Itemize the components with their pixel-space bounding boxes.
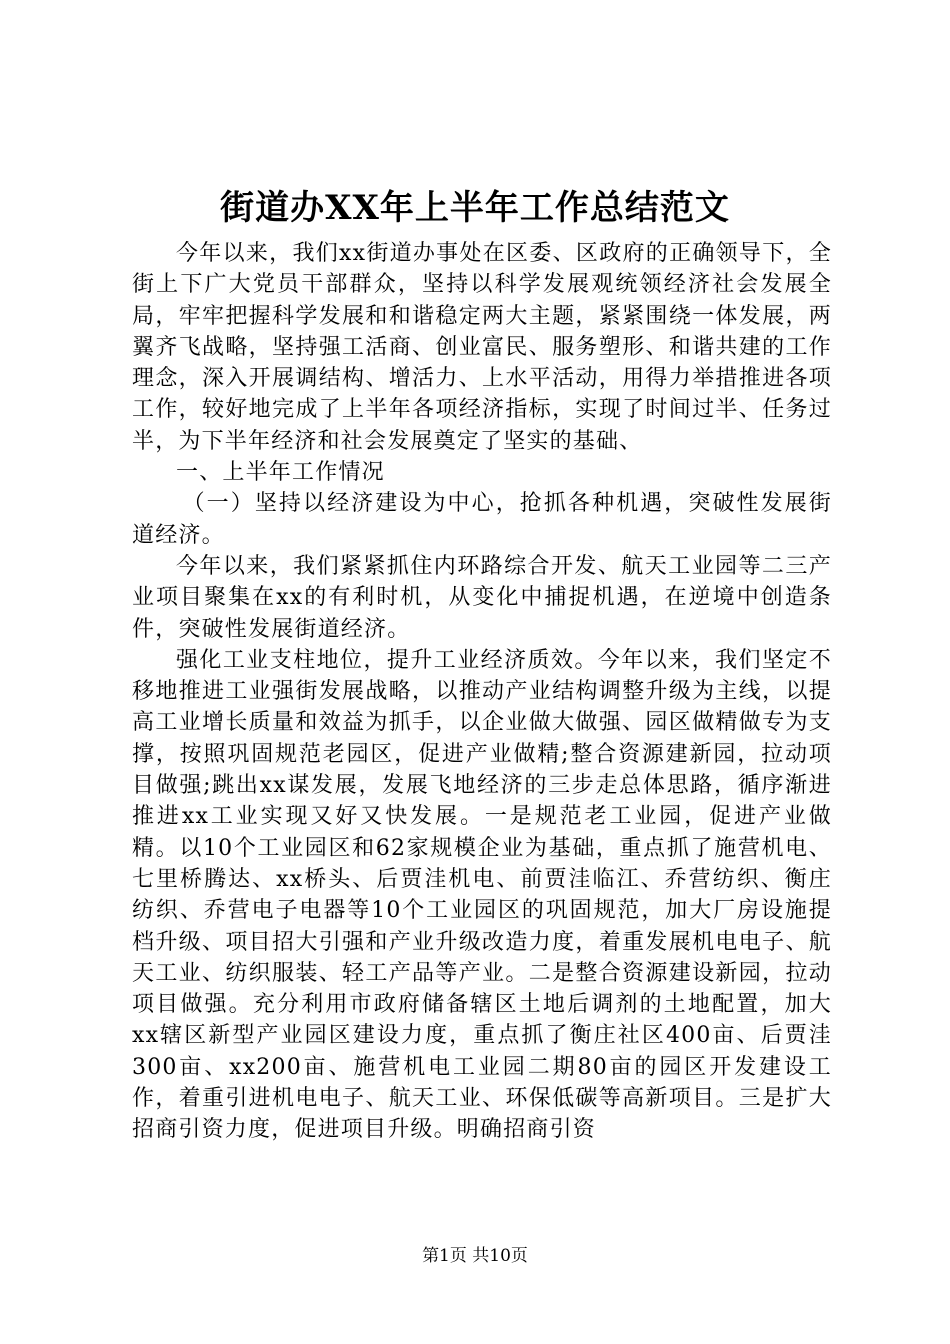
page-footer: 第1页 共10页 [422, 1246, 528, 1266]
section-heading: 一、上半年工作情况 [176, 460, 385, 486]
document-body [132, 238, 832, 1146]
paragraph-intro: 今年以来，我们xx街道办事处在区委、区政府的正确领导下，全街上下广大党员干部群众，坚持以科学发展观统领经济社会发展全局，牢牢把握科学发展和和谐稳定两大主题，紧紧围绕一体发展，两翼齐飞战略，坚持强工活商、创业富民、服务塑形、和谐共建的工作理念，深入开展调结构、增活力、上水平活动，用得力举措推进各项工作，较好地完成了上半年各项经济指标，实现了时间过半、任务过半，为下半年经济和社会发展奠定了坚实的基础、 [132, 241, 832, 454]
document-title: 街道办XX年上半年工作总结范文 [220, 188, 730, 228]
paragraph-industry: 强化工业支柱地位，提升工业经济质效。今年以来，我们坚定不移地推进工业强街发展战略，以推动产业结构调整升级为主线，以提高工业增长质量和效益为抓手，以企业做大做强、园区做精做专为支撑，按照巩固规范老园区，促进产业做精;整合资源建新园，拉动项目做强;跳出xx谋发展，发展飞地经济的三步走总体思路，循序渐进推进xx工业实现又好又快发展。一是规范老工业园，促进产业做精。以10个工业园区和62家规模企业为基础，重点抓了施营机电、七里桥腾达、xx桥头、后贾洼机电、前贾洼临江、乔营纺织、衡庄纺织、乔营电子电器等10个工业园区的巩固规范，加大厂房设施提档升级、项目招大引强和产业升级改造力度，着重发展机电电子、航天工业、纺织服装、轻工产品等产业。二是整合资源建设新园，拉动项目做强。充分利用市政府储备辖区土地后调剂的土地配置，加大xx辖区新型产业园区建设力度，重点抓了衡庄社区400亩、后贾洼300亩、xx200亩、施营机电工业园二期80亩的园区开发建设工作，着重引进机电电子、航天工业、环保低碳等高新项目。三是扩大招商引资力度，促进项目升级。明确招商引资 [132, 647, 832, 1143]
subsection-heading: （一）坚持以经济建设为中心，抢抓各种机遇，突破性发展街道经济。 [132, 491, 832, 548]
paragraph-opportunity: 今年以来，我们紧紧抓住内环路综合开发、航天工业园等二三产业项目聚集在xx的有利时机，从变化中捕捉机遇，在逆境中创造条件，突破性发展街道经济。 [132, 553, 832, 642]
